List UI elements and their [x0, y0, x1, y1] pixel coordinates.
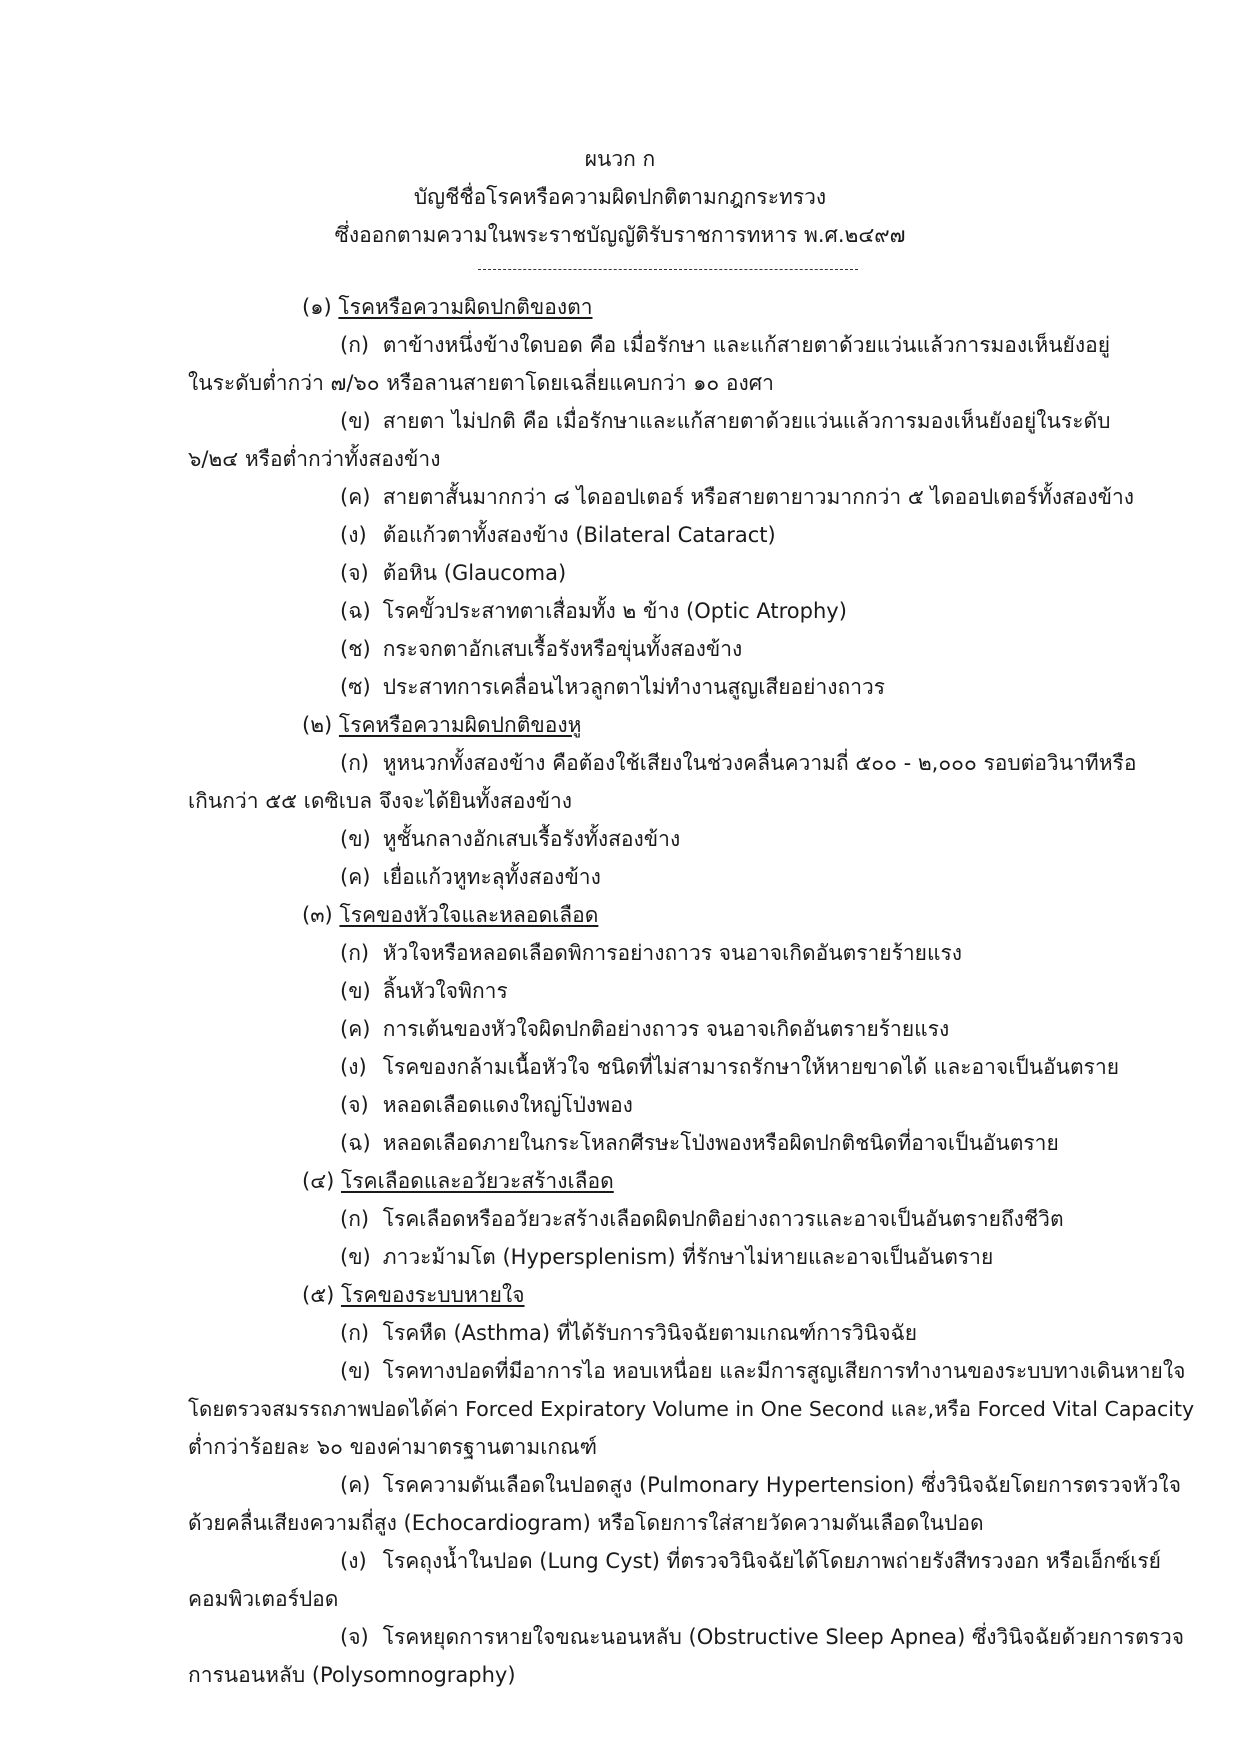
- item-text-continued: เกินกว่า ๕๕ เดซิเบล จึงจะได้ยินทั้งสองข้าง: [188, 789, 572, 813]
- item-text: ประสาทการเคลื่อนไหวลูกตาไม่ทำงานสูญเสียอย่างถาวร: [382, 675, 886, 699]
- item-label: (ซ): [340, 675, 371, 699]
- list-item: [340, 824, 680, 854]
- item-label: (ก): [340, 1321, 370, 1345]
- list-item: [340, 748, 1136, 778]
- list-item: [340, 862, 601, 892]
- item-text: การเต้นของหัวใจผิดปกติอย่างถาวร จนอาจเกิดอันตรายร้ายแรง: [382, 1017, 950, 1041]
- list-item: [340, 330, 1110, 360]
- list-item: [340, 520, 776, 550]
- annex-title: ผนวก ก: [584, 147, 656, 171]
- section-title: โรคหรือความผิดปกติของตา: [338, 295, 593, 319]
- section-number: (๑): [302, 295, 332, 319]
- item-text: หลอดเลือดแดงใหญ่โป่งพอง: [382, 1093, 633, 1117]
- list-item: [340, 1014, 949, 1044]
- item-label: (ก): [340, 751, 370, 775]
- item-text-continued: ด้วยคลื่นเสียงความถี่สูง (Echocardiogram) หรือโดยการใส่สายวัดความดันเลือดในปอด: [188, 1511, 984, 1535]
- item-label: (ค): [340, 1473, 371, 1497]
- item-text: ต้อหิน (Glaucoma): [382, 561, 567, 585]
- item-label: (ค): [340, 865, 371, 889]
- section-heading: [302, 292, 593, 322]
- item-label: (ง): [340, 1549, 367, 1573]
- item-label: (จ): [340, 1625, 369, 1649]
- act-reference: ซึ่งออกตามความในพระราชบัญญัติรับราชการทหาร พ.ศ.๒๔๙๗: [334, 223, 906, 247]
- section-number: (๓): [302, 903, 333, 927]
- list-title: บัญชีชื่อโรคหรือความผิดปกติตามกฎกระทรวง: [413, 185, 827, 209]
- list-item: [340, 672, 885, 702]
- item-text-continued: ต่ำกว่าร้อยละ ๖๐ ของค่ามาตรฐานตามเกณฑ์: [188, 1435, 597, 1459]
- item-label: (ก): [340, 1207, 370, 1231]
- item-text: ต้อแก้วตาทั้งสองข้าง (Bilateral Cataract): [382, 523, 776, 547]
- item-text-continued: คอมพิวเตอร์ปอด: [188, 1587, 339, 1611]
- section-heading: [302, 710, 581, 740]
- item-label: (ง): [340, 523, 367, 547]
- list-item: [340, 1622, 1184, 1652]
- item-text: หัวใจหรือหลอดเลือดพิการอย่างถาวร จนอาจเกิดอันตรายร้ายแรง: [382, 941, 963, 965]
- item-text: ลิ้นหัวใจพิการ: [382, 979, 508, 1003]
- list-item: [340, 1128, 1059, 1158]
- item-text-continued: การนอนหลับ (Polysomnography): [188, 1663, 516, 1687]
- item-text: โรคทางปอดที่มีอาการไอ หอบเหนื่อย และมีการสูญเสียการทำงานของระบบทางเดินหายใจ: [382, 1359, 1186, 1383]
- item-text-continued: ๖/๒๔ หรือต่ำกว่าทั้งสองข้าง: [188, 447, 441, 471]
- section-number: (๔): [302, 1169, 335, 1193]
- item-label: (ฉ): [340, 1131, 371, 1155]
- item-text: โรคถุงน้ำในปอด (Lung Cyst) ที่ตรวจวินิจฉัยได้โดยภาพถ่ายรังสีทรวงอก หรือเอ็กซ์เรย์: [382, 1549, 1161, 1573]
- item-text: หลอดเลือดภายในกระโหลกศีรษะโป่งพองหรือผิดปกติชนิดที่อาจเป็นอันตราย: [382, 1131, 1059, 1155]
- item-text: โรคขั้วประสาทตาเสื่อมทั้ง ๒ ข้าง (Optic Atrophy): [382, 599, 847, 623]
- item-text: สายตา ไม่ปกติ คือ เมื่อรักษาและแก้สายตาด้วยแว่นแล้วการมองเห็นยังอยู่ในระดับ: [382, 409, 1111, 433]
- list-item: [340, 634, 742, 664]
- list-item: [340, 976, 508, 1006]
- section-heading: [302, 900, 598, 930]
- item-label: (ช): [340, 637, 371, 661]
- item-text: โรคหยุดการหายใจขณะนอนหลับ (Obstructive Sleep Apnea) ซึ่งวินิจฉัยด้วยการตรวจ: [382, 1625, 1185, 1649]
- item-label: (ค): [340, 1017, 371, 1041]
- list-item: [340, 406, 1110, 436]
- list-item: [340, 1242, 993, 1272]
- item-label: (จ): [340, 1093, 369, 1117]
- item-text: โรคของกล้ามเนื้อหัวใจ ชนิดที่ไม่สามารถรักษาให้หายขาดได้ และอาจเป็นอันตราย: [382, 1055, 1120, 1079]
- list-item: [340, 1052, 1119, 1082]
- item-text: โรคหืด (Asthma) ที่ได้รับการวินิจฉัยตามเกณฑ์การวินิจฉัย: [382, 1321, 918, 1345]
- section-number: (๕): [302, 1283, 335, 1307]
- item-text: หูหนวกทั้งสองข้าง คือต้องใช้เสียงในช่วงคลื่นความถี่ ๕๐๐ - ๒,๐๐๐ รอบต่อวินาทีหรือ: [382, 751, 1137, 775]
- item-label: (ง): [340, 1055, 367, 1079]
- section-title: โรคเลือดและอวัยวะสร้างเลือด: [340, 1169, 614, 1193]
- item-text-continued: ในระดับต่ำกว่า ๗/๖๐ หรือลานสายตาโดยเฉลี่ยแคบกว่า ๑๐ องศา: [188, 371, 774, 395]
- header-divider: [478, 269, 858, 270]
- item-text: สายตาสั้นมากกว่า ๘ ไดออปเตอร์ หรือสายตายาวมากกว่า ๕ ไดออปเตอร์ทั้งสองข้าง: [382, 485, 1135, 509]
- item-text: ตาข้างหนึ่งข้างใดบอด คือ เมื่อรักษา และแก้สายตาด้วยแว่นแล้วการมองเห็นยังอยู่: [382, 333, 1111, 357]
- item-label: (ฉ): [340, 599, 371, 623]
- item-label: (ข): [340, 1359, 371, 1383]
- section-heading: [302, 1166, 614, 1196]
- item-label: (ก): [340, 941, 370, 965]
- item-label: (จ): [340, 561, 369, 585]
- list-item: [340, 1470, 1181, 1500]
- list-item: [340, 596, 847, 626]
- list-item: [340, 1318, 917, 1348]
- list-item: [340, 558, 566, 588]
- item-text: หูชั้นกลางอักเสบเรื้อรังทั้งสองข้าง: [382, 827, 681, 851]
- item-text-continued: โดยตรวจสมรรถภาพปอดได้ค่า Forced Expiratory Volume in One Second และ,หรือ Forced Vital Capacity: [188, 1397, 1195, 1421]
- section-title: โรคหรือความผิดปกติของหู: [338, 713, 582, 737]
- item-label: (ข): [340, 979, 371, 1003]
- item-text: เยื่อแก้วหูทะลุทั้งสองข้าง: [382, 865, 601, 889]
- item-label: (ข): [340, 827, 371, 851]
- list-item: [340, 938, 962, 968]
- item-label: (ค): [340, 485, 371, 509]
- section-title: โรคของหัวใจและหลอดเลือด: [339, 903, 599, 927]
- list-item: [340, 1356, 1185, 1386]
- item-text: โรคความดันเลือดในปอดสูง (Pulmonary Hypertension) ซึ่งวินิจฉัยโดยการตรวจหัวใจ: [382, 1473, 1181, 1497]
- item-text: ภาวะม้ามโต (Hypersplenism) ที่รักษาไม่หายและอาจเป็นอันตราย: [382, 1245, 994, 1269]
- section-heading: [302, 1280, 525, 1310]
- list-item: [340, 1204, 1064, 1234]
- document-header: [0, 140, 1240, 254]
- item-text: กระจกตาอักเสบเรื้อรังหรือขุ่นทั้งสองข้าง: [382, 637, 743, 661]
- list-item: [340, 482, 1134, 512]
- item-label: (ข): [340, 1245, 371, 1269]
- list-item: [340, 1546, 1161, 1576]
- section-number: (๒): [302, 713, 333, 737]
- item-label: (ข): [340, 409, 371, 433]
- list-item: [340, 1090, 633, 1120]
- item-label: (ก): [340, 333, 370, 357]
- item-text: โรคเลือดหรืออวัยวะสร้างเลือดผิดปกติอย่างถาวรและอาจเป็นอันตรายถึงชีวิต: [382, 1207, 1064, 1231]
- section-title: โรคของระบบหายใจ: [340, 1283, 525, 1307]
